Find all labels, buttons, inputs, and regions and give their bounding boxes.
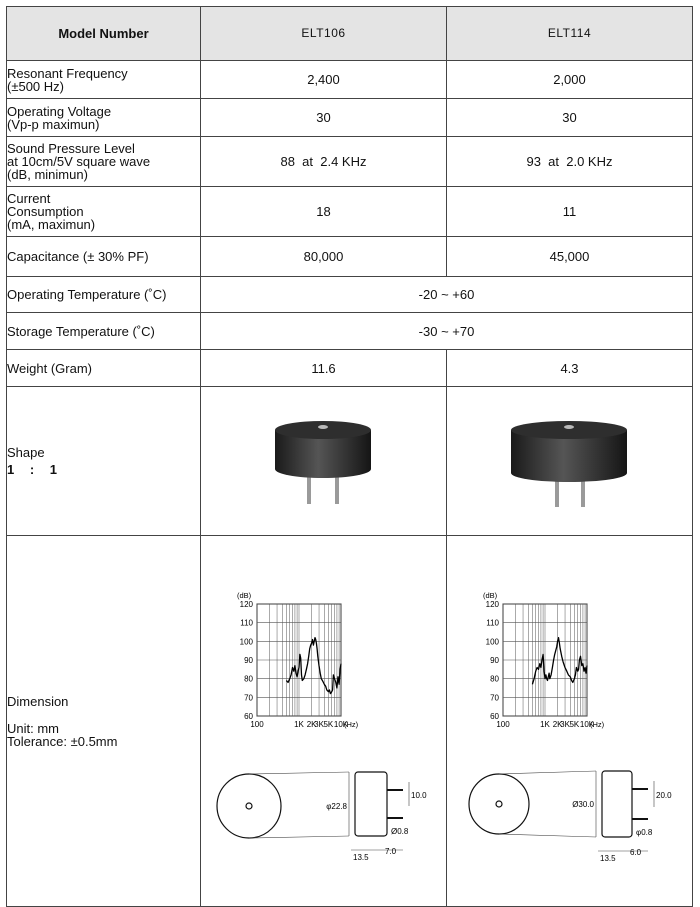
chart-x-axis-label: (Hz) [590,720,605,729]
chart-y-tick-label: 100 [239,637,253,647]
shape-label-cell [7,387,201,536]
chart-x-tick-label: 3K [314,720,324,729]
chart-y-tick-label: 80 [490,674,499,684]
label-line: at 10cm/5V square wave [7,154,151,169]
frequency-response-curve [286,638,341,694]
pin-diameter-label: Ø0.8 [391,827,409,836]
shape-elt106-cell [201,387,447,536]
sound-pressure-elt114: 93 at 2.0 KHz [447,137,693,187]
label-line: (dB, minimun) [7,167,88,182]
operating-voltage-elt114: 30 [447,99,693,137]
resonant-frequency-elt106: 2,400 [201,61,447,99]
dimension-extension-line [249,836,349,838]
buzzer-sound-hole [318,425,328,429]
chart-y-tick-label: 70 [490,693,499,703]
chart-x-tick-label: 10K [333,720,349,729]
row-dimension [7,536,693,907]
buzzer-top [511,421,627,439]
chart-y-tick-label: 80 [244,674,253,684]
dimension-extension-line [249,772,349,774]
height-dimension-label: 10.0 [411,791,427,800]
row-weight [7,350,693,387]
chart-y-tick-label: 60 [244,712,253,721]
diameter-dimension-label: Ø30.0 [572,800,594,809]
chart-y-tick-label: 90 [244,656,253,665]
chart-y-tick-label: 90 [490,656,499,665]
capacitance-label: Capacitance (± 30% PF) [7,237,201,277]
label-line: (±500 Hz) [7,78,64,94]
dimension-tolerance: Tolerance: ±0.5mm [7,733,118,749]
chart-x-tick-label: 1K [540,720,550,729]
dimension-extension-line [499,834,596,837]
chart-x-tick-label: 5K [323,720,334,729]
dimension-elt106-cell [201,536,447,907]
buzzer-elt106-photo [201,387,447,533]
operating-temperature-label: Operating Temperature (˚C) [7,277,201,313]
width-dimension-label: 13.5 [353,853,369,862]
model-elt106: ELT106 [201,7,447,61]
dimension-unit: Unit: mm [7,720,59,736]
row-operating-voltage [7,99,693,137]
sound-pressure-elt106: 88 at 2.4 KHz [201,137,447,187]
buzzer-sound-hole [564,425,574,429]
operating-voltage-elt106: 30 [201,99,447,137]
weight-elt114: 4.3 [447,350,693,387]
chart-x-tick-label: 2K [552,720,563,729]
row-storage-temperature [7,313,693,350]
operating-voltage-label [7,99,201,137]
height-dimension-label: 20.0 [656,791,672,800]
chart-y-axis-label: (dB) [483,591,498,600]
row-shape [7,387,693,536]
pin-diameter-label: φ0.8 [636,828,653,837]
pin-pitch-label: 7.0 [385,847,397,856]
front-view-outline [217,774,281,838]
chart-x-tick-label: 2K [306,720,317,729]
current-consumption-label [7,187,201,237]
buzzer-top [275,421,371,439]
side-view-body [602,771,632,837]
front-view-outline [469,774,529,834]
current-consumption-elt106: 18 [201,187,447,237]
label-line: Sound Pressure Level [7,141,135,156]
chart-x-tick-label: 100 [496,720,510,729]
resonant-frequency-elt114: 2,000 [447,61,693,99]
weight-elt106: 11.6 [201,350,447,387]
elt114-dimension-panel [447,536,693,904]
chart-y-tick-label: 100 [485,637,499,647]
diameter-dimension-label: φ22.8 [326,802,347,811]
chart-y-tick-label: 120 [485,600,499,609]
capacitance-elt106: 80,000 [201,237,447,277]
frequency-response-curve [532,638,587,685]
operating-temperature-value: -20 ~ +60 [201,277,693,313]
label-line: Operating Voltage [7,103,112,119]
side-view-body [355,772,387,836]
label-line: Current [7,191,51,206]
chart-y-axis-label: (dB) [237,591,252,600]
chart-y-tick-label: 120 [239,600,253,609]
shape-elt114-cell [447,387,693,536]
shape-scale-ratio: 1 : 1 [7,462,64,477]
dimension-label-cell [7,536,201,907]
row-resonant-frequency [7,61,693,99]
chart-y-tick-label: 60 [490,712,499,721]
dimension-extension-line [499,771,596,774]
front-view-sound-hole [496,801,502,807]
header-row [7,7,693,61]
label-line: Consumption [7,204,84,219]
chart-x-axis-label: (Hz) [344,720,359,729]
chart-y-tick-label: 70 [244,693,253,703]
row-capacitance [7,237,693,277]
dimension-elt114-cell [447,536,693,907]
storage-temperature-value: -30 ~ +70 [201,313,693,350]
front-view-sound-hole [246,803,252,809]
sound-pressure-label [7,137,201,187]
elt106-dimension-panel [201,536,447,904]
current-consumption-elt114: 11 [447,187,693,237]
label-line: (Vp-p maximun) [7,116,100,132]
chart-x-tick-label: 1K [294,720,304,729]
label-line: Resonant Frequency [7,65,128,81]
chart-x-tick-label: 10K [579,720,595,729]
model-elt114: ELT114 [447,7,693,61]
capacitance-elt114: 45,000 [447,237,693,277]
width-dimension-label: 13.5 [600,854,616,863]
row-sound-pressure [7,137,693,187]
buzzer-elt114-photo [447,387,693,533]
chart-y-tick-label: 110 [486,618,499,628]
storage-temperature-label: Storage Temperature (˚C) [7,313,201,350]
model-number-header: Model Number [7,7,201,61]
row-current-consumption [7,187,693,237]
resonant-frequency-label [7,61,201,99]
chart-x-tick-label: 5K [569,720,580,729]
chart-x-tick-label: 100 [250,720,264,729]
label-line: (mA, maximun) [7,217,96,232]
row-operating-temperature [7,277,693,313]
spec-table [6,6,693,907]
chart-y-tick-label: 110 [240,618,253,628]
weight-label: Weight (Gram) [7,350,201,387]
pin-pitch-label: 6.0 [630,848,642,857]
chart-x-tick-label: 3K [560,720,570,729]
shape-label: Shape [7,445,45,460]
dimension-label: Dimension [7,693,69,709]
